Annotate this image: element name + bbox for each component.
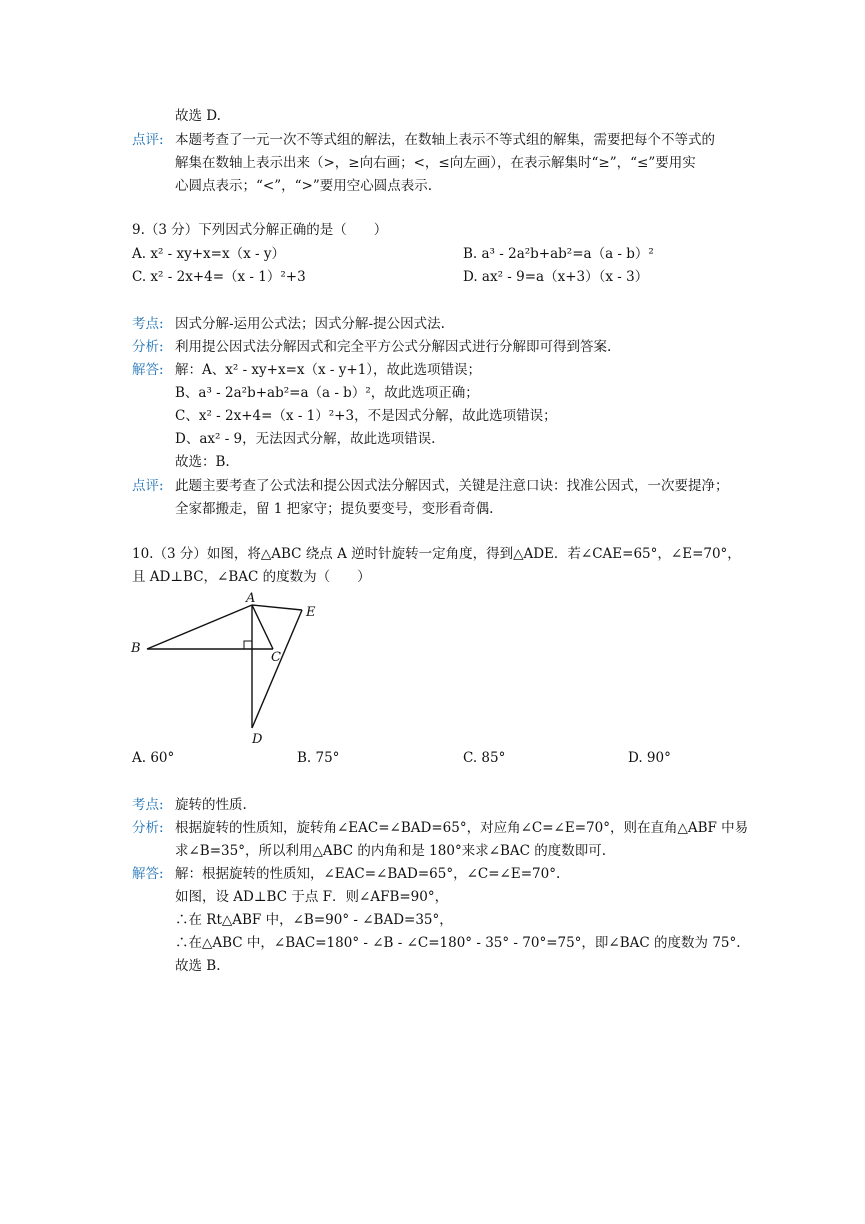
q10-jieda-line-4: ∴在△ABC 中，∠BAC=180° - ∠B - ∠C=180° - 35° - 70°=75°，即∠BAC 的度数为 75°. [175, 935, 741, 951]
q10-jieda-line-3: ∴在 Rt△ABF 中，∠B=90° - ∠BAD=35°， [175, 912, 453, 928]
q9-option-c: C. x² - 2x+4=（x - 1）²+3 [132, 269, 306, 285]
q9-jieda-line-1: 解：A、x² - xy+x=x（x - y+1），故此选项错误； [175, 362, 482, 378]
prev-conclusion: 故选 D. [175, 108, 221, 124]
q9-option-a: A. x² - xy+x=x（x - y） [132, 246, 285, 262]
q9-jieda-line-2: B、a³ - 2a²b+ab²=a（a - b）²，故此选项正确； [175, 385, 479, 401]
right-angle-mark [244, 641, 252, 649]
q10-kaodian: 旋转的性质. [175, 797, 247, 813]
q9-jieda-line-4: D、ax² - 9，无法因式分解，故此选项错误. [175, 431, 436, 447]
label-a: A [246, 591, 256, 606]
q10-stem-line-1: 10.（3 分）如图，将△ABC 绕点 A 逆时针旋转一定角度，得到△ADE．若∠CAE=65°，∠E=70°， [132, 546, 741, 562]
q10-jieda-line-1: 解：根据旋转的性质知，∠EAC=∠BAD=65°，∠C=∠E=70°. [175, 866, 561, 882]
q10-stem-line-2: 且 AD⊥BC，∠BAC 的度数为（ ） [132, 569, 371, 585]
kaodian-label: 考点: [132, 797, 164, 813]
fenxi-label: 分析: [132, 820, 164, 836]
dianping-label: 点评: [132, 478, 164, 494]
q9-option-d: D. ax² - 9=a（x+3）（x - 3） [463, 269, 649, 285]
q10-option-a: A. 60° [132, 750, 175, 766]
jieda-label: 解答: [132, 866, 164, 882]
label-e: E [306, 605, 316, 620]
triangle-figure [125, 588, 325, 748]
q10-option-c: C. 85° [463, 750, 506, 766]
label-d: D [252, 732, 263, 747]
q9-jieda-line-5: 故选：B. [175, 454, 230, 470]
q9-dianping-line-2: 全家都搬走，留 1 把家守；提负要变号，变形看奇偶. [175, 501, 494, 517]
label-c: C [271, 650, 281, 665]
q9-stem: 9.（3 分）下列因式分解正确的是（ ） [132, 222, 388, 238]
kaodian-label: 考点: [132, 316, 164, 332]
segment-de [252, 610, 302, 728]
q10-jieda-line-5: 故选 B. [175, 958, 221, 974]
q10-option-d: D. 90° [628, 750, 671, 766]
q9-option-b: B. a³ - 2a²b+ab²=a（a - b）² [463, 246, 654, 262]
prev-comment-line-1: 本题考查了一元一次不等式组的解法，在数轴上表示不等式组的解集，需要把每个不等式的 [175, 132, 715, 148]
q9-kaodian: 因式分解-运用公式法；因式分解-提公因式法. [175, 316, 445, 332]
label-b: B [131, 641, 141, 656]
q10-option-b: B. 75° [297, 750, 340, 766]
segment-ab [147, 605, 252, 649]
q9-jieda-line-3: C、x² - 2x+4=（x - 1）²+3，不是因式分解，故此选项错误； [175, 408, 557, 424]
q10-fenxi-line-1: 根据旋转的性质知，旋转角∠EAC=∠BAD=65°，对应角∠C=∠E=70°，则在直角△ABF 中易 [175, 820, 749, 836]
jieda-label: 解答: [132, 362, 164, 378]
prev-comment-line-2: 解集在数轴上表示出来（>，≥向右画；<，≤向左画），在表示解集时“≥”，“≤”要用实 [175, 155, 696, 171]
q10-fenxi-line-2: 求∠B=35°，所以利用△ABC 的内角和是 180°来求∠BAC 的度数即可. [175, 843, 607, 859]
q9-fenxi: 利用提公因式法分解因式和完全平方公式分解因式进行分解即可得到答案. [175, 339, 612, 355]
q10-jieda-line-2: 如图，设 AD⊥BC 于点 F．则∠AFB=90°， [175, 889, 449, 905]
q9-dianping-line-1: 此题主要考查了公式法和提公因式法分解因式，关键是注意口诀：找准公因式，一次要提净； [175, 478, 729, 494]
dianping-label: 点评: [132, 132, 164, 148]
segment-ae [252, 605, 302, 610]
fenxi-label: 分析: [132, 339, 164, 355]
segment-ac [252, 605, 273, 649]
prev-comment-line-3: 心圆点表示；“<”，“>”要用空心圆点表示. [175, 178, 433, 194]
